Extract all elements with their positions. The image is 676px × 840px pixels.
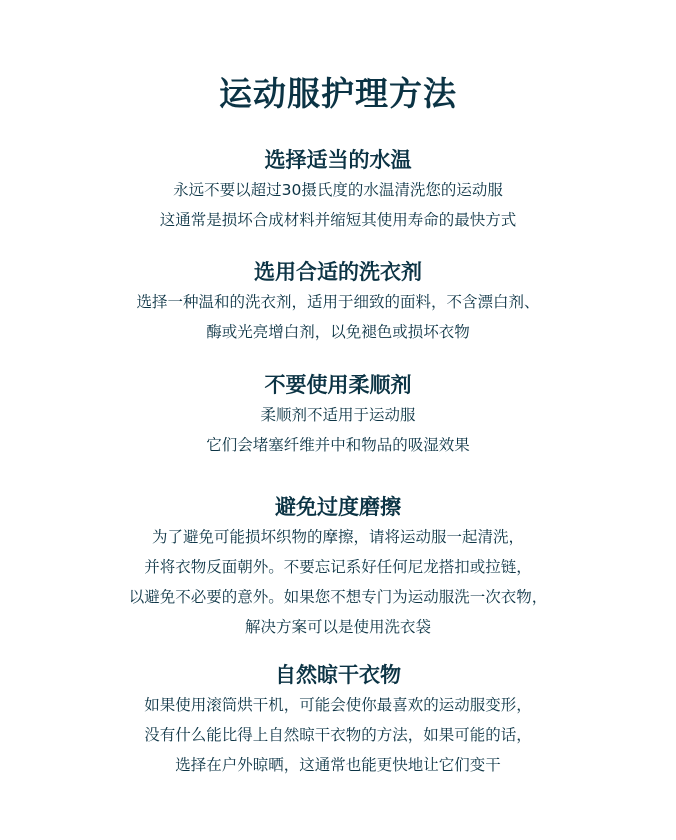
section-line: 如果使用滚筒烘干机，可能会使你最喜欢的运动服变形，	[144, 696, 532, 714]
section-detergent	[0, 257, 676, 347]
section-line: 这通常是损坏合成材料并缩短其使用寿命的最快方式	[159, 211, 517, 229]
section-line: 为了避免可能损坏织物的摩擦，请将运动服一起清洗，	[151, 528, 524, 546]
page-title: 运动服护理方法	[219, 74, 457, 113]
section-softener	[0, 370, 676, 460]
section-line: 它们会堵塞纤维并中和物品的吸湿效果	[206, 436, 470, 454]
section-line: 以避免不必要的意外。如果您不想专门为运动服洗一次衣物，	[128, 588, 548, 606]
section-line: 柔顺剂不适用于运动服	[260, 406, 416, 424]
section-line: 解决方案可以是使用洗衣袋	[244, 618, 431, 636]
section-line: 选择一种温和的洗衣剂，适用于细致的面料，不含漂白剂、	[136, 293, 540, 311]
section-water-temperature	[0, 145, 676, 235]
section-heading: 自然晾干衣物	[275, 663, 401, 687]
section-friction	[0, 492, 676, 642]
section-line: 永远不要以超过30摄氏度的水温清洗您的运动服	[173, 181, 503, 199]
section-line: 酶或光亮增白剂，以免褪色或损坏衣物	[206, 323, 470, 341]
section-line: 选择在户外晾晒，这通常也能更快地让它们变干	[175, 756, 501, 774]
section-air-dry	[0, 660, 676, 780]
section-heading: 选用合适的洗衣剂	[254, 260, 422, 284]
section-heading: 不要使用柔顺剂	[264, 373, 412, 397]
section-heading: 避免过度磨擦	[275, 495, 401, 519]
section-line: 没有什么能比得上自然晾干衣物的方法，如果可能的话，	[144, 726, 532, 744]
section-heading: 选择适当的水温	[264, 148, 412, 172]
section-line: 并将衣物反面朝外。不要忘记系好任何尼龙搭扣或拉链，	[144, 558, 532, 576]
